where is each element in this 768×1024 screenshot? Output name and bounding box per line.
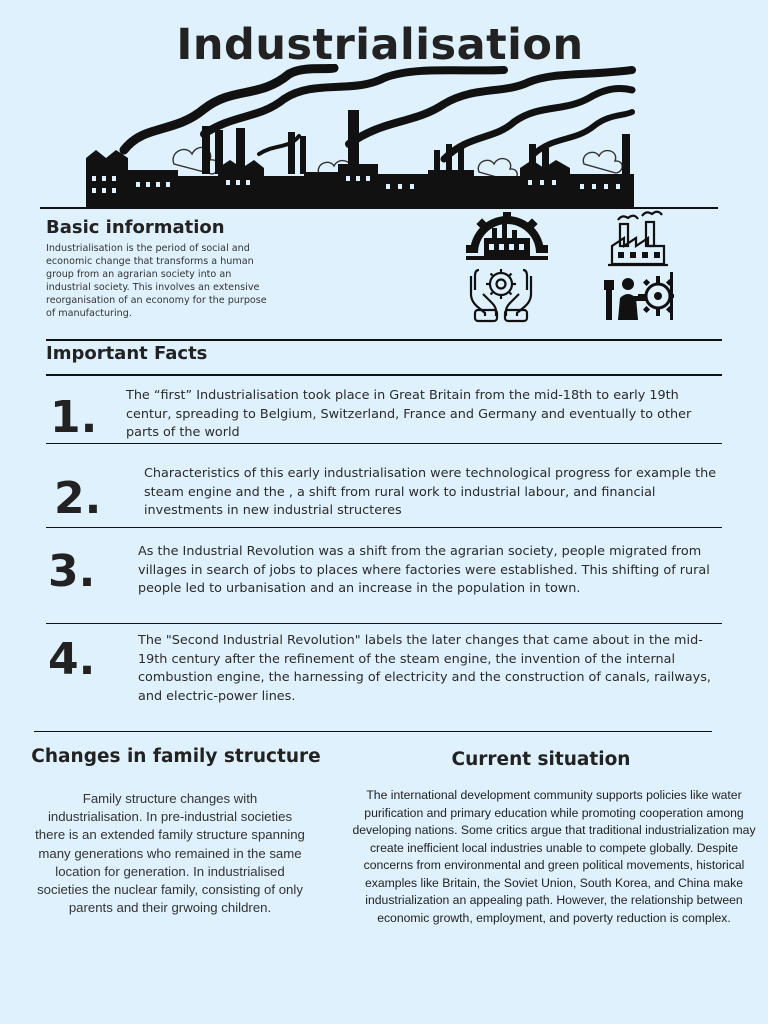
current-situation-heading: Current situation: [451, 749, 631, 770]
divider-facts-heading: [46, 374, 722, 376]
fact-text-3: As the Industrial Revolution was a shift from the agrarian society, people migrated from villages in search of jobs to places where factories were established. This shifting of rural people led to urbanisation and an increase in the population in town.: [138, 544, 710, 596]
family-structure-text: Family structure changes with industrialisation. In pre-industrial societies there is an extended family structure spanning many generations who remained in the same location for generation. In industrialised societies the nuclear family, consisting of only parents and their grwoing children.: [35, 791, 305, 916]
hands-gear-icon: [468, 264, 534, 324]
fact-number-4: 4.: [48, 634, 96, 685]
fact-text-4: The "Second Industrial Revolution" labels the later changes that came about in the mid-19th century after the refinement of the steam engine, the invention of the internal combustion engine, the harnessing of electricity and the construction of canals, railways, and electric-power lines.: [138, 633, 711, 704]
worker-machine-icon: [602, 270, 674, 322]
fact-number-2: 2.: [54, 473, 102, 524]
basic-information-text: Industrialisation is the period of social and economic change that transforms a human group from an agrarian society into an industrial society. This involves an extensive reorganisation of an economy for the purpose of manufacturing.: [46, 243, 267, 319]
basic-information-heading: Basic information: [46, 217, 225, 238]
divider-facts-top: [46, 339, 722, 341]
divider-fact-1: [46, 443, 722, 444]
divider-top: [40, 207, 718, 209]
fact-text-2: Characteristics of this early industrialisation were technological progress for example the steam engine and the , a shift from rural work to industrial labour, and financial investments in new industrial structeres: [144, 466, 717, 518]
gear-factory-icon: [466, 212, 548, 262]
current-situation-text: The international development community supports policies like water purification and primary education while promoting cooperation among developing nations. Some critics argue that traditional industrialization may create inefficient local industries unable to compete globally. Despite concerns from environmental and green political movements, historical examples like Britain, the Soviet Union, South Korea, and China make industrialization an appealing path. However, the relationship between economic growth, employment, and poverty reduction is complex.: [352, 788, 756, 925]
divider-fact-3: [46, 623, 722, 624]
divider-fact-2: [46, 527, 722, 528]
page-title: Industrialisation: [176, 20, 584, 70]
factory-building-icon: [608, 210, 668, 268]
fact-number-3: 3.: [48, 546, 96, 597]
divider-bottom: [34, 731, 712, 732]
important-facts-heading: Important Facts: [46, 343, 208, 364]
fact-text-1: The “first” Industrialisation took place in Great Britain from the mid-18th to early 19th centur, spreading to Belgium, Switzerland, France and Germany and eventually to other parts of the world: [126, 388, 692, 440]
fact-number-1: 1.: [50, 392, 98, 443]
factory-skyline-illustration: [84, 64, 636, 212]
family-structure-heading: Changes in family structure: [31, 746, 321, 767]
